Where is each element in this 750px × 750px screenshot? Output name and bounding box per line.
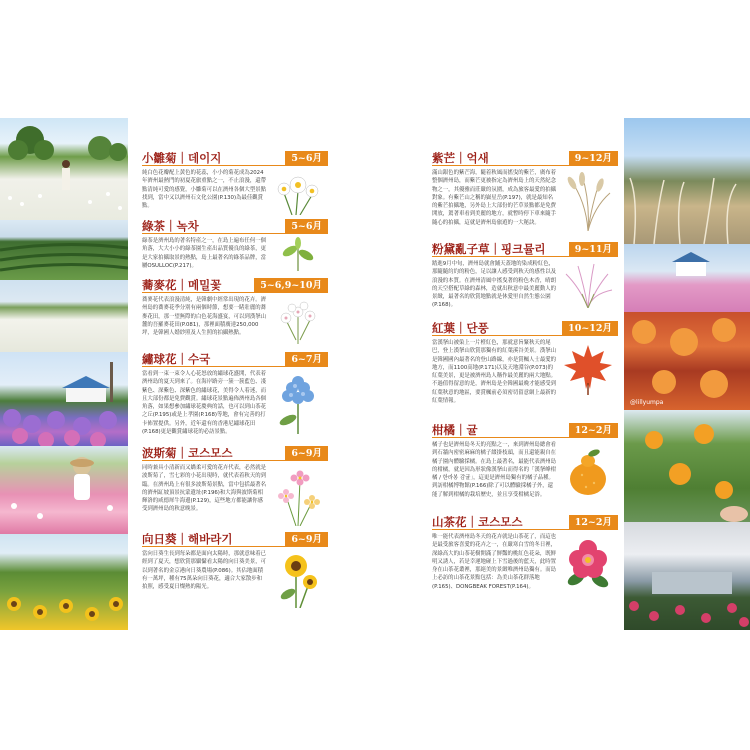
sunflower-field-photo: [0, 534, 128, 630]
entry-header: [432, 423, 618, 438]
entry-description: 當看到一束一束令人心花怒放的繡球花盛開，代表着濟州島的夏天到來了。在海岸路旁一簇一簇藍色、淺紫色、深紫色、深紫色的繡球花，美得令人着迷，而且大部份都是免費觀賞。繡球花景點遍佈濟州島各個角落，如果想參加繡球花慶典的話，也可以到山茶花之丘(P.195)或是上孝園(P.168)等地，會有完善的打卡佈置提供。另外，近年還有的香港尼繡球花田(P.168)更是觀賞繡球花的必訪景點。: [142, 371, 266, 436]
camellia-illustration: [560, 535, 616, 591]
entry-tangerine: [432, 423, 618, 498]
entry-description: 純白色花瓣配上黃色的花蕊，小小的菊花成為2024年濟州最熱門的初夏花旅重點之一，不止浪漫，還帶點清純可愛的感覺，小雛菊可以在濟州各個大型景點找到，當中又以濟州石文化公園(P.130)為最佳觀賞點。: [142, 170, 266, 210]
entry-description: 當漢拏山被染上一片橙紅色，那就意旨緊秋天的尾巴，登上漢拏山欣賞那獨有的紅葉溪谷美景。漢拏山是韓國國內最著名的登山路線，亦是賞楓人士最愛的地方，而1100高地(P.171)以及天地淵谷(P.073)的紅葉美景，更是被濟州島人稱作最美麗的兩大地點。不過值得留意的是，濟州島是全韓國最晚才能感受到紅葉秋意的地區，要賞楓前必須密切留意網上最新的紅葉情報。: [432, 340, 556, 405]
entry-title: 綠茶｜녹차: [142, 219, 199, 233]
entry-hydrangea: [142, 352, 328, 436]
entry-title: 向日葵｜해바라기: [142, 532, 233, 546]
entry-description: 踏進9月中旬，濟州島就會鋪天蓋地的染成粉紅色，那隨隨約約的粉色，足以讓人感受到秋天的感性以及浪漫的本質。在濟州清風中搖曳著的粉色木香，晴朗的天空搭配草綠的森林，造就出秋意中最美麗動人的景緻，最著名的欣賞地點就是休愛里自然生態公園(P.168)。: [432, 261, 556, 309]
entry-header: [432, 151, 618, 166]
entry-description: 滿山銀色的紫芒海，隨着秋風而搖曳的紫芒，廣布着整個濟州島，而紫芒更被指定為濟州島上的天然紀念物之一，其優雅而莊嚴的氛圍，成為旅客最愛的拍攝對象。有紫芒山之稱的嶽星岳(P.197)，就是最知名的紫芒拍攝地，另外島上大部份的芒草景點都是免費開放，駕著車看到美麗的地方，就暫時停下車來隨手隨心的拍攝，這就是濟州島旅遊的一大秘訣。: [432, 170, 556, 226]
entry-header: [142, 278, 328, 293]
pink-muhly-illustration: [560, 260, 616, 308]
entry-green-tea: [142, 219, 328, 269]
cosmos-illustration: [270, 466, 326, 526]
entry-daisy: [142, 151, 328, 210]
silver-grass-illustration: [560, 171, 616, 231]
entry-title: 柑橘｜귤: [432, 423, 478, 437]
season-badge: 5~6月: [285, 151, 328, 166]
maple-leaf-illustration: [560, 343, 616, 395]
daisy-field-photo: [0, 118, 128, 220]
entry-silver-grass: [432, 151, 618, 226]
season-badge: 12~2月: [569, 515, 618, 530]
entry-header: [142, 219, 328, 234]
silver-grass-photo: [624, 118, 750, 244]
daisy-illustration: [270, 171, 326, 215]
entry-title: 繡球花｜수국: [142, 352, 211, 366]
right-page: [418, 118, 624, 630]
cosmos-field-photo: [0, 446, 128, 534]
entry-buckwheat: [142, 278, 328, 337]
entry-title: 紫芒｜억새: [432, 151, 489, 165]
entry-header: [432, 515, 618, 530]
sunflower-illustration: [270, 552, 326, 608]
book-spread: [0, 118, 750, 630]
season-badge: 10~12月: [562, 321, 618, 336]
autumn-leaves-photo: [624, 312, 750, 410]
entry-header: [142, 532, 328, 547]
right-photo-strip: [624, 118, 750, 630]
entry-description: 蕎麥花代表浪漫清純，是韓劇中經常出現的花卉。濟州島的蕎麥花季分別有兩個時節，想要一睹壯麗的蕎麥花田，那一望無際的白色花海盛宴，可以到漢拏山麓的吾羅麥花田(P.081)，那裡面積廣達250,000坪，是韓國人婚紗照及人生照的拍攝熱點。: [142, 297, 266, 337]
entry-autumn-leaves: [432, 321, 618, 405]
tangerine-photo: [624, 410, 750, 522]
entry-title: 紅葉｜단풍: [432, 321, 489, 335]
entry-header: [142, 352, 328, 367]
entry-title: 粉黛亂子草｜핑크뮬리: [432, 242, 546, 256]
entry-camellia: [432, 515, 618, 590]
hydrangea-photo: [0, 352, 128, 446]
entry-description: 橘子也是濟州島冬天的亮點之一，來到濟州島總會看到石牆內密密麻麻的橘子綴掛枝頭，而且還能親自在橘子園內體驗採橘。在島上最著名，最能代表濟州島的柑橘，就是因為形狀像漢拏山而得名的「漢拏峰柑橘 / 한라봉 감귤」，這更是濟州島獨有的橘子品種。到訪柑橘博物館(P.166)除了可以體驗採橘子外，還能了解到柑橘的栽培歷史，並且享受柑橘足浴。: [432, 442, 556, 498]
season-badge: 6~9月: [285, 532, 328, 547]
entry-title: 小雛菊｜데이지: [142, 151, 222, 165]
tea-field-photo: [0, 220, 128, 280]
entry-description: 唯一能代表濟州島冬天的花卉就是山茶花了，而這也是最受旅客喜愛的花卉之一，在嚴寒白雪的冬日裡，深綠高大的山茶花樹開滿了鮮豔的桃紅色花朵，既鮮明又誘人，若是幸運地碰上下雪過後的藍天，此時置身在山茶花叢裡，那絕美的景緻唯濟州島獨有。而島上必訪的山茶花景點包括：為美山茶花群落地(P.165)、DONGBEAK FOREST(P.164)。: [432, 534, 556, 590]
buckwheat-illustration: [270, 300, 326, 344]
entry-cosmos: [142, 446, 328, 513]
season-badge: 9~11月: [569, 242, 618, 257]
hydrangea-illustration: [270, 374, 326, 434]
season-badge: 12~2月: [569, 423, 618, 438]
entry-description: 綠茶是濟州島的著名特產之一，在島上遍布任何一個角落，大大小小的綠茶園生產出品質優良的綠茶，更是大家拍攝取景的熱點，島上最著名的綠茶品牌，當屬OSULLOC(P.217)。: [142, 238, 266, 269]
left-page: [128, 118, 334, 630]
entry-header: [142, 151, 328, 166]
entry-header: [142, 446, 328, 461]
season-badge: 6~9月: [285, 446, 328, 461]
buckwheat-field-photo: [0, 280, 128, 352]
entry-title: 蕎麥花｜메밀꽃: [142, 278, 222, 292]
entry-header: [432, 321, 618, 336]
entry-title: 山茶花｜코스모스: [432, 515, 523, 529]
entry-title: 波斯菊｜코스모스: [142, 446, 233, 460]
season-badge: 9~12月: [569, 151, 618, 166]
tea-leaf-illustration: [270, 237, 326, 271]
camellia-photo: [624, 522, 750, 630]
entry-pink-muhly: [432, 242, 618, 309]
entry-description: 當向日葵生長到每朵都是面向太陽時，那就意味着已經到了夏天，想欣賞那懾懾看太陽的向日葵美景，可以到著名的金京港向日葵農場(P.086)。其佔地面積有一萬坪，種有75萬朵向日葵花，適合大家散步和拍照，感受夏日燦熱的陽光。: [142, 551, 266, 591]
entry-header: [432, 242, 618, 257]
photo-credit: @lillyumpa: [630, 399, 664, 406]
season-badge: 6~7月: [285, 352, 328, 367]
hallabong-illustration: [560, 443, 616, 497]
left-photo-strip: [0, 118, 128, 630]
season-badge: 5~6月: [285, 219, 328, 234]
pink-muhly-photo: [624, 244, 750, 312]
entry-description: 同時兼具小清新而又嬌柔可愛的花卉代表，必然就是波斯菊了，雪七彩的小花出現時，就代表着秋天的到臨。在濟州島上有很多波斯菊景點，當中包括最著名的濟州缸坡頂景抗蒙遺址(P.196)和大海與波斯菊相輝洛的咸德犀牛海邊(P.129)，這些地方都能讓你感受到濟州島的秋意晚景。: [142, 465, 266, 513]
season-badge: 5~6,9~10月: [254, 278, 328, 293]
entry-sunflower: [142, 532, 328, 591]
